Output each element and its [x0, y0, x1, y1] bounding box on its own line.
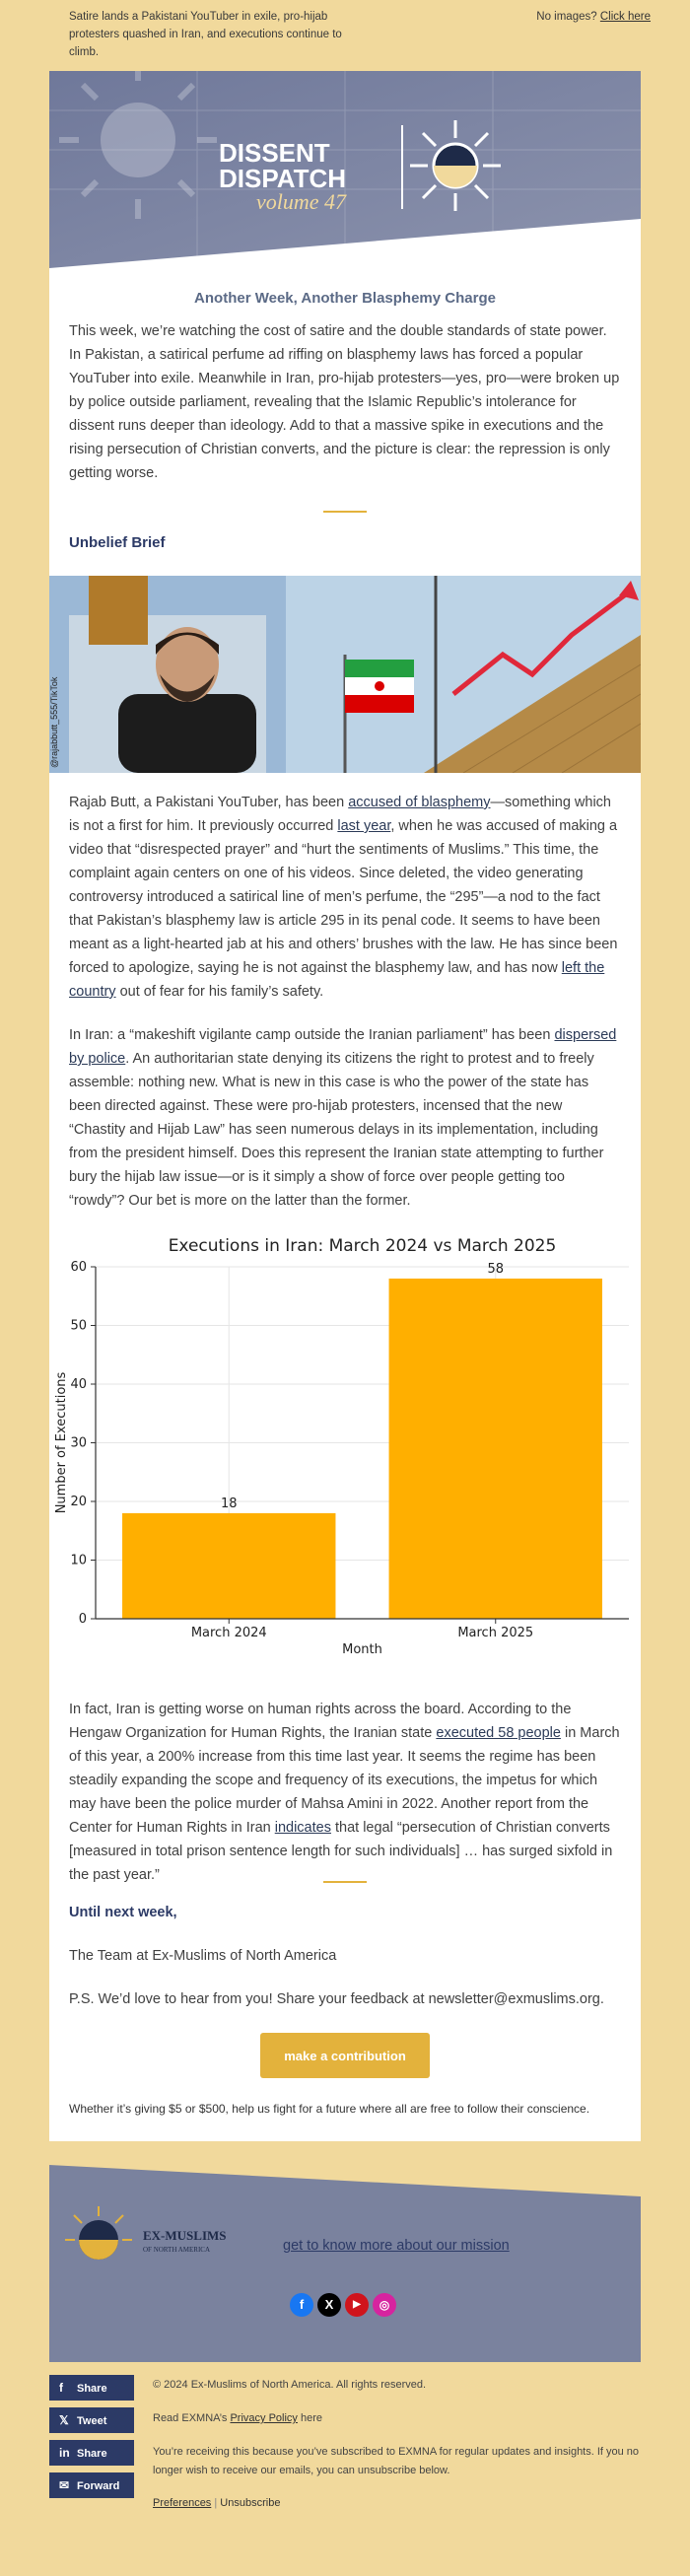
- p1-text-a: Rajab Butt, a Pakistani YouTuber, has been: [69, 795, 349, 810]
- privacy-text-a: Read EXMNA’s: [153, 2412, 231, 2424]
- newsletter-card: [49, 71, 641, 2141]
- subscription-notice: You’re receiving this because you’ve subscribed to EXMNA for regular updates and insights. If you no longer wish to receive our emails, you can unsubscribe below.: [153, 2446, 640, 2476]
- executions-chart: [49, 1229, 641, 1673]
- intro-title: Another Week, Another Blasphemy Charge: [194, 290, 496, 307]
- ps-feedback: P.S. We’d love to hear from you! Share your feedback at newsletter@exmuslims.org.: [69, 1991, 604, 2007]
- chart-svg: [49, 1229, 641, 1673]
- divider: [323, 511, 367, 513]
- p3-text-a: In fact, Iran is getting worse on human rights across the board. According to the Hengaw Organization for Human Rights, the Iranian state: [69, 1702, 572, 1741]
- accused-of-blasphemy-link[interactable]: accused of blasphemy: [348, 795, 491, 810]
- sun-logo-icon: [410, 120, 501, 211]
- p2-text-a: In Iran: a “makeshift vigilante camp outside the Iranian parliament” has been: [69, 1027, 555, 1043]
- brief-paragraph-2: [69, 1023, 621, 1213]
- x-twitter-icon: 𝕏: [59, 2413, 69, 2427]
- email-preferences: [153, 2494, 641, 2513]
- tweet-button[interactable]: [49, 2407, 134, 2433]
- bar-value-label: 58: [487, 1261, 505, 1277]
- y-tick-label: 10: [70, 1553, 87, 1568]
- y-tick-label: 40: [70, 1377, 87, 1392]
- y-axis-label: Number of Executions: [54, 1371, 69, 1514]
- x-tick-label: March 2024: [190, 1626, 267, 1640]
- share-label: Share: [77, 2448, 107, 2460]
- hero-title-line2: DISPATCH: [219, 164, 347, 193]
- p3-text-b: in March of this year, a 200% increase from this time last year. It seems the regime has been steadily expanding the scope and frequency of its executions, the impetus for which may have been the police murder of Mahsa Amini in 2022. Another report from the Center for Human Rights in Iran: [69, 1725, 620, 1836]
- p3-text-c: that legal “persecution of Christian converts [measured in total prison sentence length for such individuals] … has surged sixfold in the past year.”: [69, 1820, 613, 1883]
- divider: [323, 1881, 367, 1883]
- instagram-icon[interactable]: ◎: [373, 2293, 396, 2317]
- copyright: © 2024 Ex-Muslims of North America. All rights reserved.: [153, 2379, 427, 2391]
- mission-link[interactable]: get to know more about our mission: [283, 2238, 510, 2254]
- bar-value-label: 18: [220, 1496, 238, 1511]
- until-next-week: Until next week,: [69, 1905, 177, 1920]
- preheader-text: Satire lands a Pakistani YouTuber in exile, pro-hijab protesters quashed in Iran, and executions continue to climb.: [69, 11, 342, 58]
- last-year-link[interactable]: last year: [337, 818, 391, 834]
- share-facebook-button[interactable]: [49, 2375, 134, 2401]
- privacy-policy-link[interactable]: Privacy Policy: [230, 2412, 298, 2424]
- left-the-country-link[interactable]: left the country: [69, 960, 605, 1000]
- team-signature: The Team at Ex-Muslims of North America: [69, 1948, 337, 1964]
- brief-paragraph-1: [69, 791, 621, 1004]
- forward-label: Forward: [77, 2480, 120, 2492]
- hero-graphic: [49, 71, 641, 268]
- support-text: Whether it’s giving $5 or $500, help us fight for a future where all are free to follow their conscience.: [69, 2102, 590, 2116]
- forward-button[interactable]: [49, 2472, 134, 2498]
- brief-heading: Unbelief Brief: [69, 534, 166, 551]
- y-tick-label: 0: [78, 1612, 87, 1627]
- dispersed-by-police-link[interactable]: dispersed by police: [69, 1027, 617, 1067]
- photo-credit: @rajabbutt_555/TikTok: [49, 676, 59, 768]
- make-contribution-button[interactable]: make a contribution: [260, 2033, 430, 2078]
- chart-title: Executions in Iran: March 2024 vs March 2025: [168, 1236, 557, 1256]
- executed-58-people-link[interactable]: executed 58 people: [436, 1725, 561, 1741]
- y-tick-label: 20: [70, 1495, 87, 1509]
- y-tick-label: 60: [70, 1260, 87, 1275]
- tweet-label: Tweet: [77, 2415, 107, 2427]
- facebook-icon[interactable]: f: [290, 2293, 313, 2317]
- unsubscribe-link[interactable]: Unsubscribe: [220, 2497, 281, 2509]
- x-axis-label: Month: [342, 1642, 382, 1657]
- share-label: Share: [77, 2383, 107, 2395]
- hero-volume: volume 47: [256, 189, 347, 214]
- linkedin-icon: in: [59, 2446, 70, 2460]
- logo-line1: EX-MUSLIMS: [143, 2228, 227, 2243]
- facebook-icon: f: [59, 2381, 63, 2395]
- mail-icon: ✉: [59, 2478, 70, 2492]
- indicates-link[interactable]: indicates: [274, 1820, 331, 1836]
- preferences-link[interactable]: Preferences: [153, 2497, 212, 2509]
- logo-line2: OF NORTH AMERICA: [143, 2246, 211, 2254]
- brief-banner-image: [49, 576, 641, 773]
- privacy-text-b: here: [297, 2412, 323, 2424]
- brief-paragraph-3: [69, 1698, 621, 1887]
- p1-text-c: , when he was accused of making a video that “disrespected prayer” and “hurt the sentiments of Muslims.” This time, the complaint again centers on one of his videos. Since deleted, the video generating controversy introduced a satirical line of men’s perfume, the “295”—a nod to the fact that Pakistan’s blasphemy law is article 295 in its penal code. It seems to have been meant as a light-hearted jab at his and others’ brushes with the law. He has since been forced to apologize, saying he is not against the blasphemy law, and has now: [69, 818, 618, 976]
- privacy-line: [153, 2409, 641, 2428]
- bar-march-2024: [122, 1513, 335, 1619]
- hero-title-line1: DISSENT: [219, 138, 330, 168]
- x-twitter-icon[interactable]: X: [317, 2293, 341, 2317]
- bar-march-2025: [389, 1279, 602, 1619]
- p2-text-b: . An authoritarian state denying its citizens the right to protest and to freely assemble: nothing new. What is new in this case is who the power of the state has been directed against. These were pro-hijab protesters, incensed that the new “Chastity and Hijab Law” has seen numerous delays in its implementation, including from the president himself. Does this represent the Iranian state attempting to further bury the hijab law issue—or is it simply a show of force over people getting too “rowdy”? Our bet is more on the latter than the former.: [69, 1051, 604, 1209]
- share-linkedin-button[interactable]: [49, 2440, 134, 2466]
- p1-text-b: —something which is not a first for him. It previously occurred: [69, 795, 611, 834]
- intro-body: This week, we’re watching the cost of satire and the double standards of state power. In Pakistan, a satirical perfume ad riffing on blasphemy laws has forced a popular YouTuber into exile. Meanwhile in Iran, pro-hijab protesters—yes, pro—were broken up by police outside parliament, revealing that the Islamic Republic’s intolerance for dissent runs deeper than ideology. Add to that a massive spike in executions and the rising persecution of Christian converts, and the picture is clear: the repression is only getting worse.: [69, 323, 620, 481]
- y-tick-label: 30: [70, 1435, 87, 1451]
- no-images-notice: [536, 8, 651, 26]
- p1-text-d: out of fear for his family’s safety.: [115, 984, 324, 1000]
- no-images-label: No images?: [536, 11, 597, 23]
- hero-banner: [49, 71, 641, 268]
- y-tick-label: 50: [70, 1318, 87, 1334]
- click-here-link[interactable]: Click here: [599, 11, 651, 23]
- youtube-icon[interactable]: ▶: [345, 2293, 369, 2317]
- separator: |: [214, 2497, 218, 2509]
- x-tick-label: March 2025: [457, 1626, 534, 1640]
